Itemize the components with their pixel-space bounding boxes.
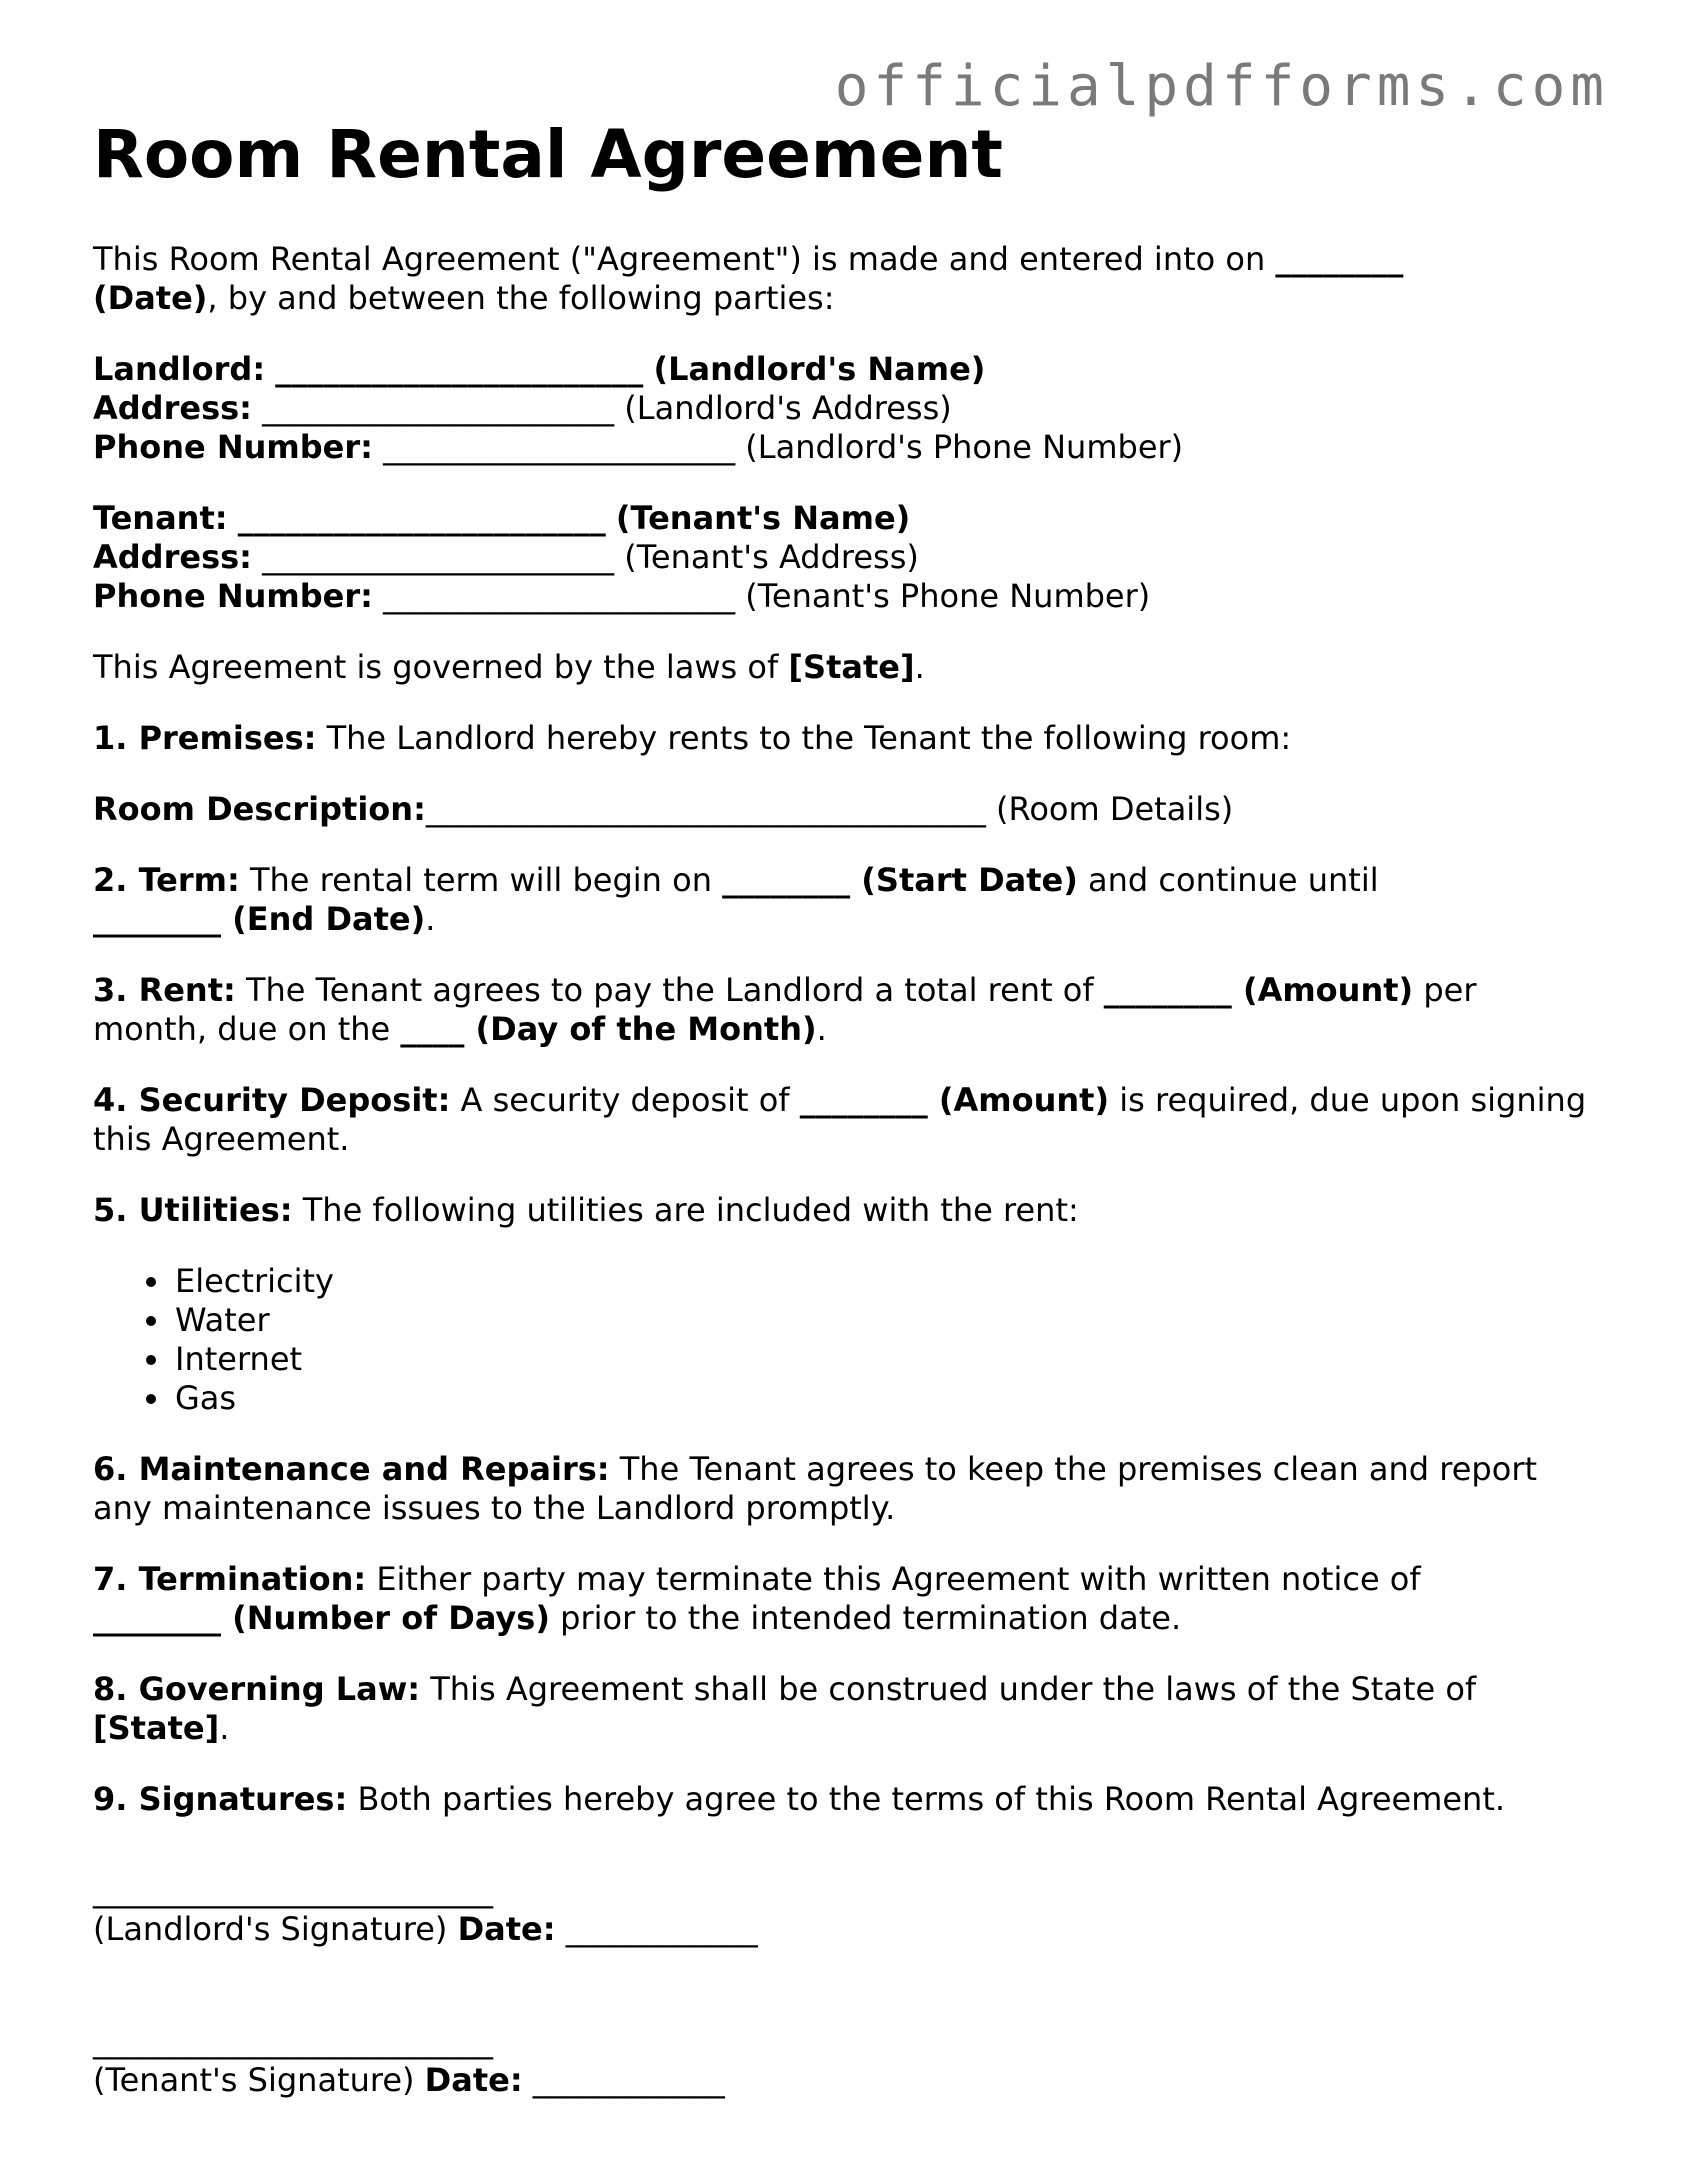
termination-heading: 7. Termination: bbox=[93, 1560, 367, 1599]
landlord-date-label: Date: bbox=[457, 1910, 556, 1949]
tenant-phone-blank: ______________________ bbox=[383, 577, 736, 616]
landlord-date-blank: ____________ bbox=[555, 1910, 758, 1949]
termination-days-label: (Number of Days) bbox=[221, 1599, 550, 1638]
term-text-1: The rental term will begin on bbox=[239, 861, 723, 900]
premises-heading: 1. Premises: bbox=[93, 719, 317, 758]
intro-paragraph bbox=[93, 240, 1593, 318]
tenant-date-label: Date: bbox=[424, 2061, 523, 2100]
landlord-address-blank: ______________________ bbox=[262, 389, 615, 428]
governing-law-text: This Agreement shall be construed under the laws of the State of bbox=[420, 1670, 1477, 1709]
tenant-block bbox=[93, 499, 1593, 616]
page-title: Room Rental Agreement bbox=[93, 116, 1003, 193]
tenant-name-label: Tenant: bbox=[93, 499, 228, 538]
governing-law-section bbox=[93, 1670, 1593, 1748]
termination-blank: ________ bbox=[93, 1599, 221, 1638]
premises-section bbox=[93, 719, 1593, 758]
room-label: Room Description: bbox=[93, 790, 426, 829]
rent-heading: 3. Rent: bbox=[93, 971, 236, 1010]
governed-end: . bbox=[914, 648, 925, 687]
tenant-phone-hint: (Tenant's Phone Number) bbox=[745, 577, 1151, 616]
deposit-text-1: A security deposit of bbox=[450, 1081, 800, 1120]
termination-section bbox=[93, 1560, 1593, 1638]
rent-section bbox=[93, 971, 1593, 1049]
room-blank: ___________________________________ bbox=[425, 790, 986, 829]
signatures-text: Both parties hereby agree to the terms of this Room Rental Agreement. bbox=[347, 1780, 1506, 1819]
deposit-section bbox=[93, 1081, 1593, 1159]
document-page bbox=[93, 115, 1593, 2173]
intro-date-blank: ________ bbox=[1275, 240, 1404, 279]
term-end-blank: ________ bbox=[93, 900, 221, 939]
tenant-phone-line bbox=[93, 577, 1593, 616]
governing-law-end: . bbox=[219, 1709, 230, 1748]
landlord-block bbox=[93, 350, 1593, 467]
landlord-phone-label: Phone Number: bbox=[93, 428, 373, 467]
premises-text: The Landlord hereby rents to the Tenant the following room: bbox=[316, 719, 1292, 758]
intro-text-end: , by and between the following parties: bbox=[207, 279, 835, 318]
signature-area bbox=[93, 1871, 1593, 2100]
landlord-address-hint: (Landlord's Address) bbox=[624, 389, 952, 428]
term-end-label: (End Date) bbox=[221, 900, 426, 939]
rent-day-blank: ____ bbox=[400, 1010, 465, 1049]
tenant-name-blank: _______________________ bbox=[237, 499, 606, 538]
landlord-name-label: Landlord: bbox=[93, 350, 266, 389]
landlord-name-blank: _______________________ bbox=[275, 350, 644, 389]
room-hint: (Room Details) bbox=[985, 790, 1234, 829]
deposit-amount-label: (Amount) bbox=[927, 1081, 1110, 1120]
tenant-signature-block bbox=[93, 2022, 1593, 2100]
utilities-heading: 5. Utilities: bbox=[93, 1191, 293, 1230]
tenant-address-blank: ______________________ bbox=[262, 538, 615, 577]
term-heading: 2. Term: bbox=[93, 861, 240, 900]
maintenance-section bbox=[93, 1450, 1593, 1528]
tenant-address-hint: (Tenant's Address) bbox=[624, 538, 919, 577]
list-item: • Internet bbox=[173, 1340, 1593, 1379]
landlord-phone-line bbox=[93, 428, 1593, 467]
signatures-section bbox=[93, 1780, 1593, 1819]
landlord-address-label: Address: bbox=[93, 389, 252, 428]
deposit-heading: 4. Security Deposit: bbox=[93, 1081, 451, 1120]
landlord-signature-line: _________________________ bbox=[93, 1871, 493, 1910]
list-item: • Water bbox=[173, 1301, 1593, 1340]
landlord-name-line bbox=[93, 350, 1593, 389]
utilities-text: The following utilities are included with the rent: bbox=[292, 1191, 1079, 1230]
landlord-address-line bbox=[93, 389, 1593, 428]
maintenance-heading: 6. Maintenance and Repairs: bbox=[93, 1450, 610, 1489]
term-start-label: (Start Date) bbox=[850, 861, 1078, 900]
landlord-signature-block bbox=[93, 1871, 1593, 1949]
tenant-signature-label: (Tenant's Signature) bbox=[93, 2061, 425, 2100]
rent-text-1: The Tenant agrees to pay the Landlord a total rent of bbox=[235, 971, 1104, 1010]
tenant-signature-line: _________________________ bbox=[93, 2022, 493, 2061]
rent-amount-blank: ________ bbox=[1103, 971, 1232, 1010]
rent-amount-label: (Amount) bbox=[1231, 971, 1414, 1010]
maintenance-text: The Tenant agrees to keep the premises clean and report any maintenance issues to the Landlord promptly. bbox=[93, 1450, 1538, 1528]
utilities-list bbox=[93, 1262, 1593, 1418]
tenant-address-label: Address: bbox=[93, 538, 252, 577]
tenant-date-blank: ____________ bbox=[522, 2061, 725, 2100]
rent-end: . bbox=[816, 1010, 827, 1049]
rent-text-2: per month, due on the bbox=[93, 971, 1477, 1049]
term-section bbox=[93, 861, 1593, 939]
intro-date-label: (Date) bbox=[93, 279, 208, 318]
governed-text: This Agreement is governed by the laws of bbox=[93, 648, 789, 687]
governing-law-heading: 8. Governing Law: bbox=[93, 1670, 421, 1709]
tenant-address-line bbox=[93, 538, 1593, 577]
deposit-blank: ________ bbox=[799, 1081, 928, 1120]
tenant-signature-caption bbox=[93, 2061, 1593, 2100]
landlord-signature-label: (Landlord's Signature) bbox=[93, 1910, 458, 1949]
rent-day-label: (Day of the Month) bbox=[464, 1010, 817, 1049]
tenant-phone-label: Phone Number: bbox=[93, 577, 373, 616]
list-item: • Gas bbox=[173, 1379, 1593, 1418]
utilities-section bbox=[93, 1191, 1593, 1230]
term-text-2: and continue until bbox=[1077, 861, 1379, 900]
landlord-phone-blank: ______________________ bbox=[383, 428, 736, 467]
termination-text-2: prior to the intended termination date. bbox=[549, 1599, 1182, 1638]
list-item: • Electricity bbox=[173, 1262, 1593, 1301]
room-description bbox=[93, 790, 1593, 829]
term-end: . bbox=[425, 900, 436, 939]
tenant-name-line bbox=[93, 499, 1593, 538]
termination-text-1: Either party may terminate this Agreement with written notice of bbox=[366, 1560, 1421, 1599]
landlord-signature-caption bbox=[93, 1910, 1593, 1949]
term-start-blank: ________ bbox=[722, 861, 851, 900]
watermark-logo: officialpdfforms.com bbox=[834, 54, 1609, 119]
signatures-heading: 9. Signatures: bbox=[93, 1780, 348, 1819]
intro-text-start: This Room Rental Agreement ("Agreement") is made and entered into on bbox=[93, 240, 1276, 279]
governed-paragraph bbox=[93, 648, 1593, 687]
landlord-phone-hint: (Landlord's Phone Number) bbox=[745, 428, 1184, 467]
governed-state: [State] bbox=[788, 648, 915, 687]
deposit-text-2: is required, due upon signing this Agreement. bbox=[93, 1081, 1587, 1159]
governing-law-state: [State] bbox=[93, 1709, 220, 1748]
landlord-name-hint: (Landlord's Name) bbox=[653, 350, 986, 389]
tenant-name-hint: (Tenant's Name) bbox=[615, 499, 911, 538]
